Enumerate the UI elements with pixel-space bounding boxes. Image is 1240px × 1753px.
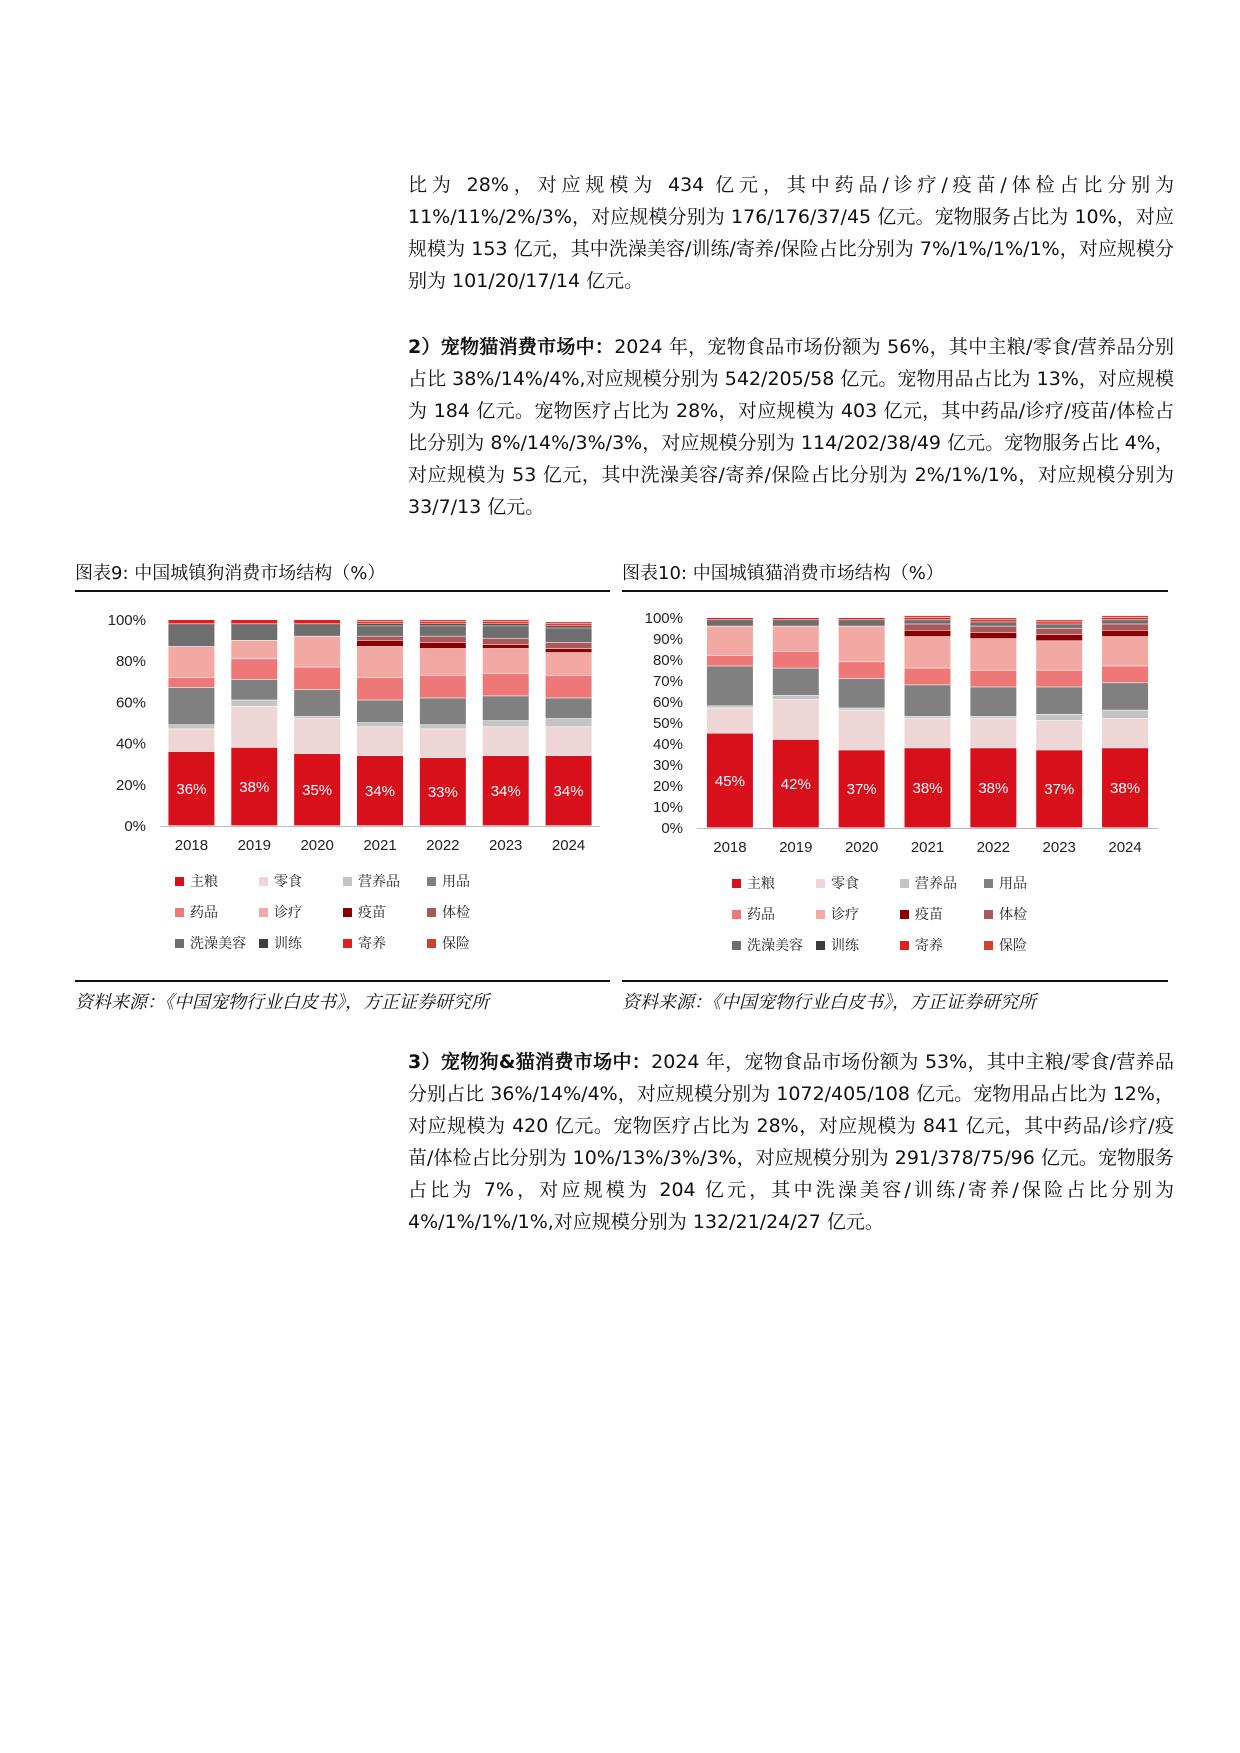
x-tick-label: 2021 — [363, 837, 397, 854]
bar-segment — [546, 653, 592, 675]
bar-segment — [168, 647, 214, 677]
legend-label: 零食 — [274, 873, 302, 889]
legend-label: 主粮 — [190, 873, 218, 889]
legend-label: 训练 — [831, 937, 859, 953]
bar-segment — [1036, 629, 1082, 635]
x-tick-label: 2019 — [779, 839, 813, 856]
bar-segment — [970, 626, 1016, 632]
bar-segment — [970, 687, 1016, 716]
bar-segment — [905, 624, 951, 630]
bar-segment — [773, 668, 819, 695]
bar-segment — [1102, 618, 1148, 620]
bar-segment — [707, 666, 753, 705]
bar-segment — [839, 626, 885, 661]
legend-swatch — [984, 910, 993, 919]
figure-9-top-rule — [75, 590, 610, 592]
bar-segment — [483, 721, 529, 727]
bar-segment — [1102, 710, 1148, 718]
bar-segment — [1102, 719, 1148, 748]
bar-segment — [420, 676, 466, 698]
bar-segment — [707, 656, 753, 666]
bar-segment — [420, 624, 466, 625]
bar-segment — [546, 727, 592, 755]
bar-segment — [1102, 631, 1148, 637]
x-tick-label: 2018 — [713, 839, 747, 856]
legend-label: 药品 — [190, 904, 218, 920]
bar-segment — [1036, 687, 1082, 714]
bar-segment — [231, 641, 277, 659]
y-tick-label: 40% — [115, 735, 146, 753]
legend-swatch — [816, 910, 825, 919]
legend-label: 药品 — [747, 906, 775, 922]
bar-segment — [970, 620, 1016, 622]
bar-segment — [168, 725, 214, 729]
legend-swatch — [259, 908, 268, 917]
bar-segment — [420, 649, 466, 675]
data-label: 38% — [912, 780, 943, 798]
bar-segment — [357, 678, 403, 700]
legend-swatch — [427, 877, 436, 886]
y-tick-label: 80% — [652, 652, 683, 669]
bar-segment — [357, 641, 403, 647]
bar-segment — [905, 717, 951, 719]
bar-segment — [839, 618, 885, 620]
legend-label: 主粮 — [747, 875, 775, 891]
y-tick-label: 30% — [652, 757, 683, 774]
bar-segment — [357, 723, 403, 727]
bar-segment — [294, 667, 340, 689]
legend-swatch — [175, 877, 184, 886]
bar-segment — [420, 643, 466, 649]
figure-10-top-rule — [622, 590, 1168, 592]
x-tick-label: 2020 — [844, 839, 879, 856]
bar-segment — [546, 676, 592, 698]
legend-label: 体检 — [442, 904, 470, 920]
y-tick-label: 50% — [652, 715, 683, 732]
bar-segment — [231, 700, 277, 706]
bar-segment — [970, 639, 1016, 670]
legend-label: 保险 — [442, 935, 470, 951]
bar-segment — [773, 620, 819, 626]
bar-segment — [231, 659, 277, 679]
bar-segment — [357, 636, 403, 640]
figure-10-title: 图表10: 中国城镇猫消费市场结构（%） — [622, 563, 944, 584]
legend-label: 保险 — [999, 937, 1027, 953]
legend-swatch — [732, 941, 741, 950]
bar-segment — [970, 618, 1016, 620]
bar-segment — [420, 636, 466, 642]
legend-label: 营养品 — [358, 873, 400, 889]
legend-swatch — [816, 879, 825, 888]
bar-segment — [294, 717, 340, 718]
data-label: 37% — [846, 781, 877, 799]
bar-segment — [546, 698, 592, 718]
data-label: 45% — [714, 772, 745, 790]
bar-segment — [420, 626, 466, 636]
legend-swatch — [343, 877, 352, 886]
figure-9-bottom-rule — [75, 980, 610, 982]
bar-segment — [773, 618, 819, 620]
bar-segment — [231, 707, 277, 748]
legend-swatch — [175, 939, 184, 948]
bar-segment — [905, 618, 951, 620]
bar-segment — [483, 674, 529, 696]
bar-segment — [483, 622, 529, 623]
data-label: 36% — [176, 780, 207, 798]
bar-segment — [1036, 715, 1082, 721]
bar-segment — [294, 624, 340, 636]
y-tick-label: 40% — [652, 736, 683, 753]
bar-segment — [707, 620, 753, 626]
bar-segment — [970, 671, 1016, 687]
bar-segment — [905, 616, 951, 618]
y-tick-label: 20% — [652, 778, 683, 795]
x-tick-label: 2020 — [300, 837, 334, 854]
legend-label: 诊疗 — [274, 904, 302, 920]
legend-label: 训练 — [274, 935, 302, 951]
y-tick-label: 0% — [661, 820, 683, 837]
bar-segment — [483, 626, 529, 638]
bar-segment — [231, 624, 277, 640]
bar-segment — [970, 719, 1016, 748]
data-label: 35% — [302, 781, 333, 799]
figure-10-bottom-rule — [622, 980, 1168, 982]
y-tick-label: 90% — [652, 631, 683, 648]
legend-label: 洗澡美容 — [747, 937, 803, 953]
bar-segment — [546, 626, 592, 627]
bar-segment — [1036, 622, 1082, 624]
data-label: 34% — [553, 782, 584, 800]
y-tick-label: 10% — [652, 799, 683, 816]
bar-segment — [546, 624, 592, 625]
bar-segment — [420, 729, 466, 757]
bar-segment — [970, 633, 1016, 639]
bar-segment — [168, 678, 214, 688]
bar-segment — [168, 688, 214, 724]
x-tick-label: 2018 — [174, 837, 209, 854]
bar-segment — [357, 620, 403, 621]
legend-swatch — [900, 941, 909, 950]
legend-swatch — [343, 908, 352, 917]
legend-swatch — [175, 908, 184, 917]
bar-segment — [168, 729, 214, 751]
legend-swatch — [732, 879, 741, 888]
bar-segment — [420, 698, 466, 724]
legend-swatch — [427, 908, 436, 917]
paragraph-3-lead: 3）宠物狗&猫消费市场中： — [408, 1051, 652, 1073]
bar-segment — [483, 649, 529, 673]
bar-segment — [905, 637, 951, 668]
bar-segment — [483, 624, 529, 625]
legend-swatch — [816, 941, 825, 950]
paragraph-1: 比为 28%，对应规模为 434 亿元，其中药品/诊疗/疫苗/体检占比分别为 11%/11%/2%/3%，对应规模分别为 176/176/37/45 亿元。宠物服务占比为 10%，对应规模为 153 亿元，其中洗澡美容/训练/寄养/保险占比分别为 7%/1%/1%/1%，对应规模分别为 101/20/17/14 亿元。 — [408, 174, 1174, 292]
bar-segment — [1102, 624, 1148, 630]
legend-swatch — [732, 910, 741, 919]
bar-segment — [707, 626, 753, 655]
bar-segment — [839, 662, 885, 678]
bar-segment — [231, 680, 277, 700]
x-tick-label: 2023 — [1042, 839, 1076, 856]
legend-swatch — [259, 877, 268, 886]
legend-label: 寄养 — [358, 935, 386, 951]
bar-segment — [294, 636, 340, 666]
bar-segment — [773, 652, 819, 668]
data-label: 38% — [1110, 780, 1141, 798]
data-label: 42% — [780, 775, 811, 793]
paragraph-2-lead: 2）宠物猫消费市场中： — [408, 336, 615, 358]
x-tick-label: 2021 — [910, 839, 945, 856]
bar-segment — [1036, 620, 1082, 622]
bar-segment — [546, 628, 592, 642]
bar-segment — [1036, 721, 1082, 750]
bar-segment — [294, 620, 340, 624]
bar-segment — [420, 725, 466, 729]
bar-segment — [1102, 683, 1148, 710]
bar-segment — [1036, 624, 1082, 628]
bar-segment — [483, 639, 529, 645]
legend-swatch — [900, 879, 909, 888]
bar-segment — [905, 631, 951, 637]
y-tick-label: 80% — [115, 653, 146, 671]
x-tick-label: 2024 — [1108, 839, 1142, 856]
data-label: 38% — [239, 778, 270, 796]
bar-segment — [1102, 620, 1148, 624]
bar-segment — [905, 620, 951, 624]
legend-label: 疫苗 — [358, 904, 386, 920]
legend-label: 诊疗 — [831, 906, 859, 922]
bar-segment — [546, 649, 592, 653]
bar-segment — [231, 620, 277, 624]
bar-segment — [1036, 671, 1082, 687]
x-tick-label: 2022 — [976, 839, 1011, 856]
legend-label: 用品 — [999, 875, 1027, 891]
figure-9-chart — [75, 594, 610, 974]
bar-segment — [546, 622, 592, 623]
bar-segment — [357, 647, 403, 677]
bar-segment — [420, 620, 466, 621]
bar-segment — [546, 719, 592, 727]
bar-segment — [357, 700, 403, 722]
bar-segment — [1102, 637, 1148, 666]
y-tick-label: 20% — [115, 776, 146, 794]
legend-swatch — [984, 941, 993, 950]
legend-swatch — [900, 910, 909, 919]
bar-segment — [905, 685, 951, 716]
bar-segment — [707, 706, 753, 708]
bar-segment — [707, 618, 753, 620]
figure-9-title: 图表9: 中国城镇狗消费市场结构（%） — [75, 563, 386, 584]
legend-swatch — [984, 879, 993, 888]
bar-segment — [483, 620, 529, 621]
bar-segment — [970, 622, 1016, 626]
bar-segment — [294, 690, 340, 716]
bar-segment — [546, 643, 592, 649]
bar-segment — [773, 626, 819, 651]
bar-segment — [168, 624, 214, 646]
bar-segment — [357, 622, 403, 623]
data-label: 37% — [1044, 781, 1075, 799]
y-tick-label: 60% — [115, 694, 146, 712]
y-tick-label: 70% — [652, 673, 683, 690]
legend-label: 营养品 — [915, 875, 957, 891]
x-tick-label: 2019 — [237, 837, 271, 854]
bar-segment — [420, 622, 466, 623]
bar-segment — [839, 620, 885, 626]
legend-swatch — [343, 939, 352, 948]
bar-segment — [839, 710, 885, 749]
bar-segment — [1036, 641, 1082, 670]
y-tick-label: 100% — [107, 612, 146, 629]
legend-label: 寄养 — [915, 937, 943, 953]
y-tick-label: 0% — [124, 818, 146, 835]
x-tick-label: 2023 — [489, 837, 523, 854]
data-label: 38% — [978, 780, 1009, 798]
legend-swatch — [259, 939, 268, 948]
figure-10-source: 资料来源：《中国宠物行业白皮书》，方正证券研究所 — [622, 992, 1036, 1013]
legend-swatch — [427, 939, 436, 948]
x-tick-label: 2024 — [551, 837, 586, 854]
bar-segment — [970, 717, 1016, 719]
bar-segment — [357, 727, 403, 755]
legend-label: 零食 — [831, 875, 859, 891]
bar-segment — [357, 626, 403, 636]
paragraph-2 — [408, 331, 1174, 523]
data-label: 34% — [364, 782, 396, 800]
figure-9-source: 资料来源：《中国宠物行业白皮书》，方正证券研究所 — [75, 992, 489, 1013]
bar-segment — [707, 708, 753, 733]
bar-segment — [1102, 616, 1148, 618]
y-tick-label: 100% — [644, 610, 683, 627]
bar-segment — [357, 624, 403, 625]
bar-segment — [905, 719, 951, 748]
legend-label: 疫苗 — [915, 906, 943, 922]
bar-segment — [839, 708, 885, 710]
bar-segment — [483, 727, 529, 755]
legend-label: 用品 — [442, 873, 470, 889]
bar-segment — [294, 719, 340, 753]
bar-segment — [773, 700, 819, 739]
paragraph-3 — [408, 1046, 1174, 1238]
x-tick-label: 2022 — [426, 837, 460, 854]
bar-segment — [483, 645, 529, 649]
figure-10-chart — [622, 594, 1168, 974]
bar-segment — [839, 679, 885, 708]
legend-label: 洗澡美容 — [190, 935, 246, 951]
paragraph-3-body: 2024 年，宠物食品市场份额为 53%，其中主粮/零食/营养品分别占比 36%/14%/4%，对应规模分别为 1072/405/108 亿元。宠物用品占比为 12%，对应规模为 420 亿元。宠物医疗占比为 28%，对应规模为 841 亿元，其中药品/诊疗/疫苗/体检占比分别为 10%/13%/3%/3%，对应规模分别为 291/378/75/96 亿元。宠物服务占比为 7%，对应规模为 204 亿元，其中洗澡美容/训练/寄养/保险占比分别为 4%/1%/1%/1%,对应规模分别为 132/21/24/27 亿元。 — [408, 1051, 1175, 1233]
paragraph-2-body: 2024 年，宠物食品市场份额为 56%，其中主粮/零食/营养品分别占比 38%/14%/4%,对应规模分别为 542/205/58 亿元。宠物用品占比为 13%，对应规模为 184 亿元。宠物医疗占比为 28%，对应规模为 403 亿元，其中药品/诊疗/疫苗/体检占比分别为 8%/14%/3%/3%，对应规模分别为 114/202/38/49 亿元。宠物服务占比 4%，对应规模为 53 亿元，其中洗澡美容/寄养/保险占比分别为 2%/1%/1%，对应规模分别为 33/7/13 亿元。 — [408, 336, 1174, 518]
bar-segment — [1036, 635, 1082, 641]
legend-label: 体检 — [999, 906, 1027, 922]
data-label: 33% — [427, 784, 458, 802]
bar-segment — [773, 696, 819, 700]
bar-segment — [483, 696, 529, 720]
bar-segment — [168, 620, 214, 624]
data-label: 34% — [490, 782, 521, 800]
bar-segment — [1102, 666, 1148, 682]
y-tick-label: 60% — [652, 694, 683, 711]
bar-segment — [905, 668, 951, 684]
